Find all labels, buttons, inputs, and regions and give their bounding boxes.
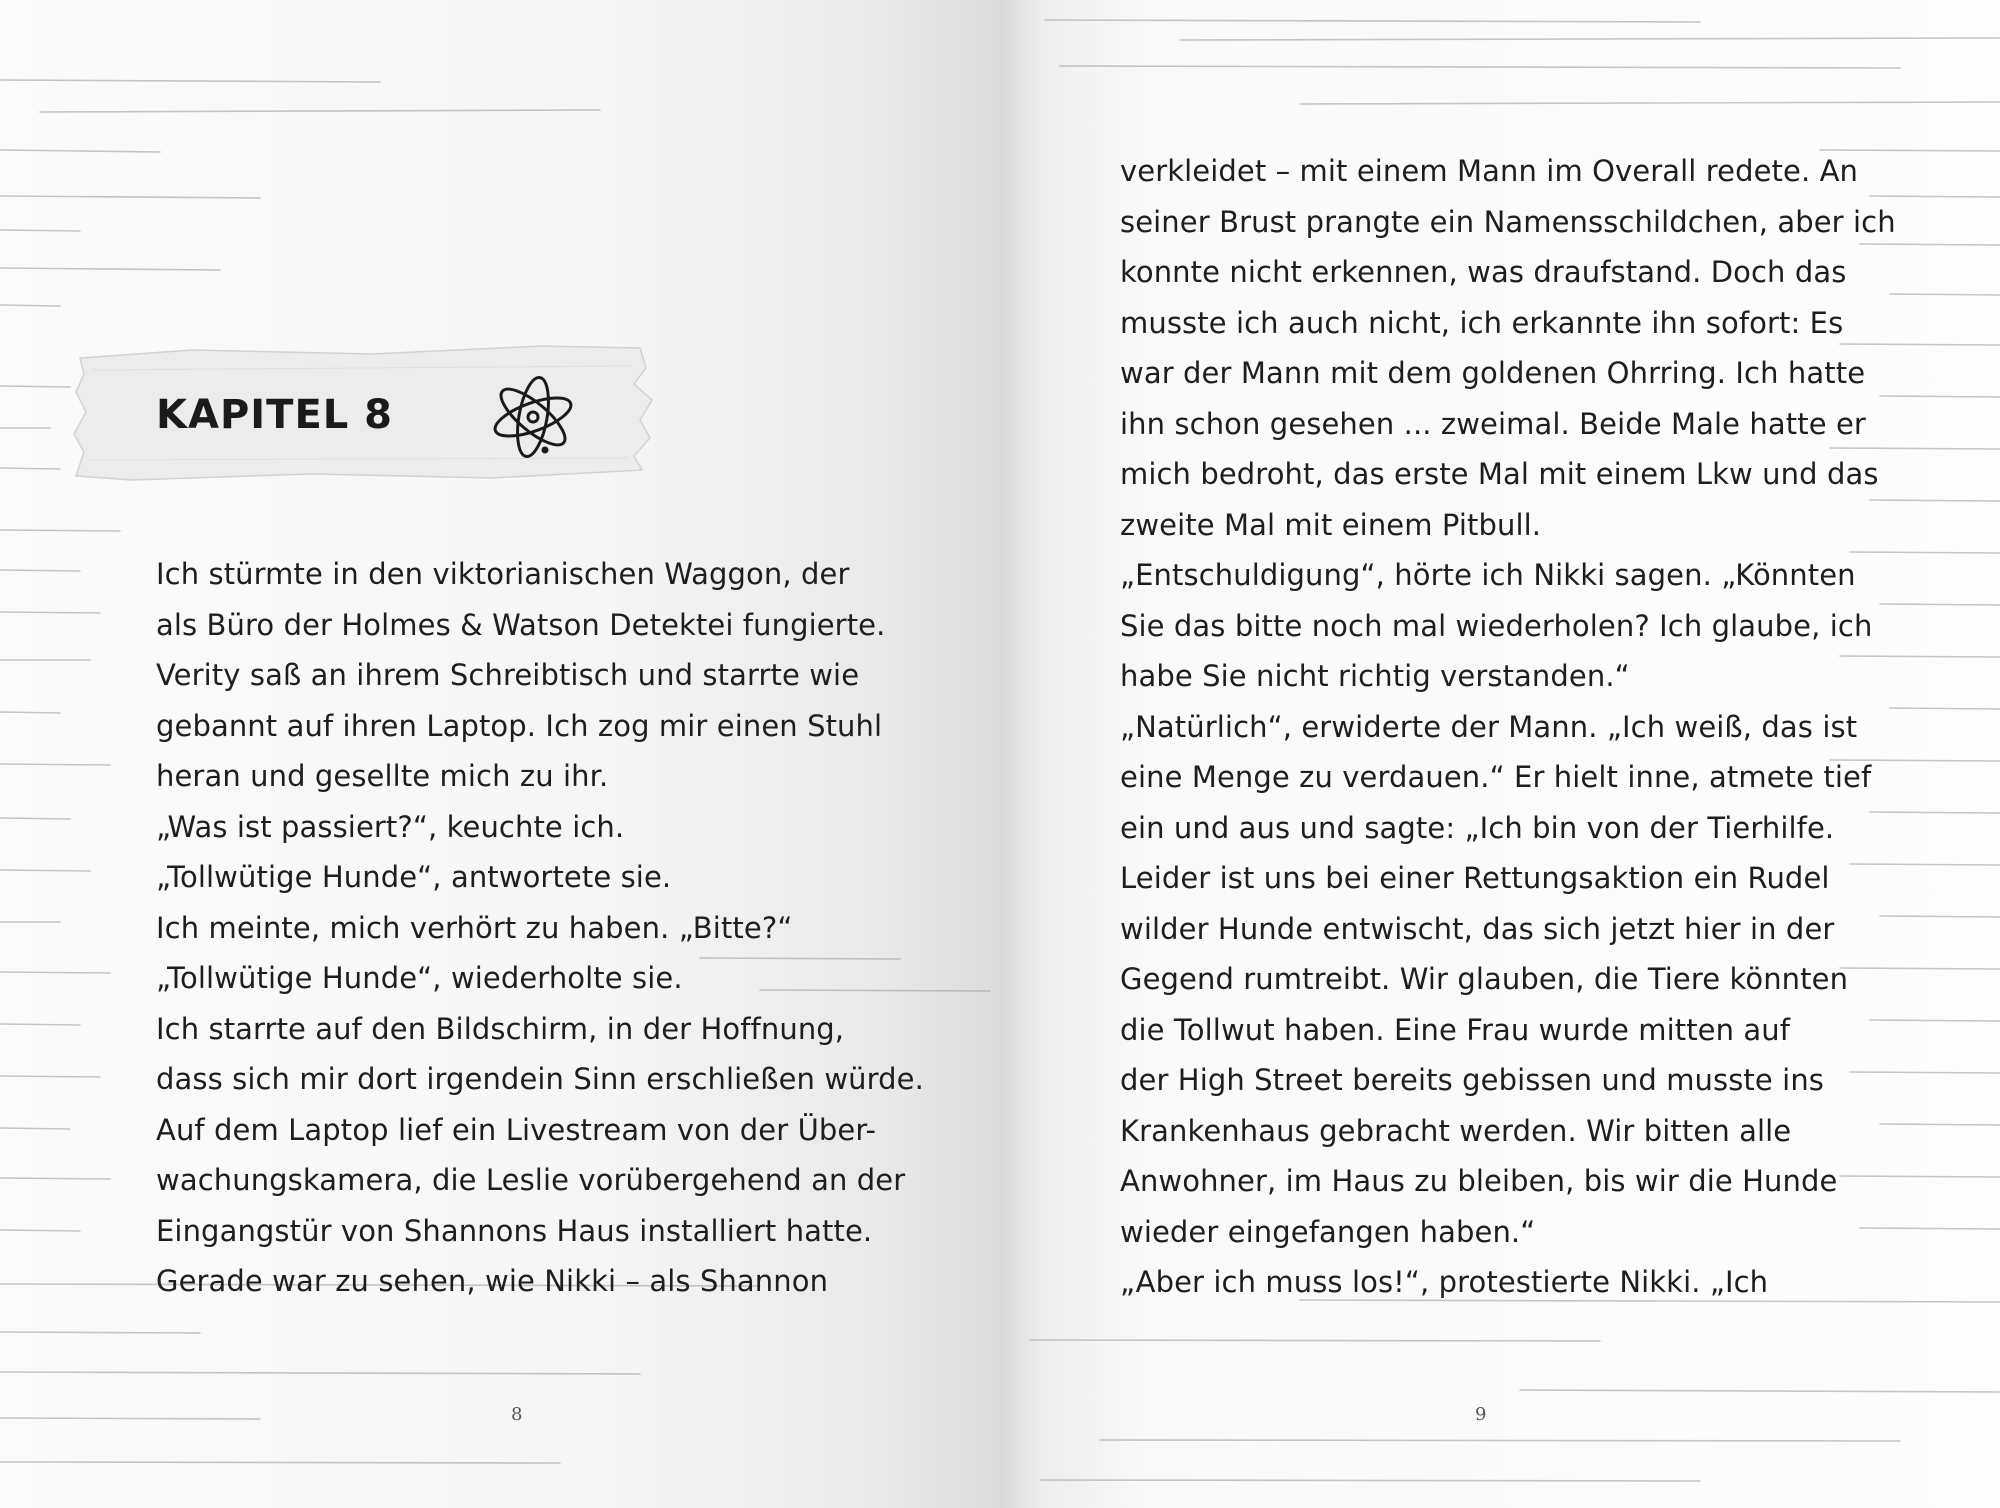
text-line: zweite Mal mit einem Pitbull. [1120,507,1542,542]
text-line: gebannt auf ihren Laptop. Ich zog mir einen Stuhl [156,708,883,743]
text-line: „Tollwütige Hunde“, wiederholte sie. [156,961,683,995]
text-line: konnte nicht erkennen, was draufstand. Doch das [1120,255,1847,289]
text-line: Ich meinte, mich verhört zu haben. „Bitte?“ [156,910,793,945]
text-line: „Aber ich muss los!“, protestierte Nikki. „Ich [1120,1265,1769,1299]
text-line: wilder Hunde entwischt, das sich jetzt hier in der [1120,911,1835,946]
text-line: mich bedroht, das erste Mal mit einem Lkw und das [1120,457,1879,491]
text-line: Sie das bitte noch mal wiederholen? Ich glaube, ich [1120,608,1873,643]
text-line: „Natürlich“, erwiderte der Mann. „Ich weiß, das ist [1120,709,1858,744]
text-line: seiner Brust prangte ein Namensschildchen, aber ich [1120,204,1896,239]
text-line: „Was ist passiert?“, keuchte ich. [156,809,625,844]
text-line: Ich stürmte in den viktorianischen Waggon, der [156,557,850,591]
text-line: der High Street bereits gebissen und musste ins [1120,1063,1825,1097]
page-number: 8 [511,1404,523,1425]
text-line: wieder eingefangen haben.“ [1120,1214,1536,1249]
text-line: Gerade war zu sehen, wie Nikki – als Shannon [156,1264,829,1298]
text-line: ein und aus und sagte: „Ich bin von der Tierhilfe. [1120,810,1835,845]
text-line: habe Sie nicht richtig verstanden.“ [1120,659,1630,693]
text-line: als Büro der Holmes & Watson Detektei fungierte. [156,607,886,642]
text-line: eine Menge zu verdauen.“ Er hielt inne, atmete tief [1120,760,1872,794]
text-line: Ich starrte auf den Bildschirm, in der Hoffnung, [156,1011,845,1046]
text-line: verkleidet – mit einem Mann im Overall redete. An [1120,154,1859,188]
text-line: war der Mann mit dem goldenen Ohrring. Ich hatte [1120,356,1866,390]
text-line: Auf dem Laptop lief ein Livestream von der Über- [156,1112,877,1147]
right-page [1000,0,2000,1508]
text-line: Krankenhaus gebracht werden. Wir bitten alle [1120,1113,1792,1148]
text-line: wachungskamera, die Leslie vorübergehend an der [156,1163,906,1197]
chapter-title: KAPITEL 8 [156,392,394,438]
page-number: 9 [1475,1404,1487,1425]
text-line: dass sich mir dort irgendein Sinn erschließen würde. [156,1062,924,1096]
text-line: „Tollwütige Hunde“, antwortete sie. [156,860,672,894]
text-line: „Entschuldigung“, hörte ich Nikki sagen. „Könnten [1120,558,1856,592]
text-line: ihn schon gesehen ... zweimal. Beide Male hatte er [1120,406,1866,441]
text-line: Eingangstür von Shannons Haus installiert hatte. [156,1213,873,1248]
text-line: Verity saß an ihrem Schreibtisch und starrte wie [156,658,860,692]
text-line: Leider ist uns bei einer Rettungsaktion ein Rudel [1120,861,1830,895]
text-line: musste ich auch nicht, ich erkannte ihn sofort: Es [1120,305,1844,340]
text-line: Anwohner, im Haus zu bleiben, bis wir die Hunde [1120,1164,1838,1198]
right-page-body [1120,146,1896,1308]
text-line: die Tollwut haben. Eine Frau wurde mitten auf [1120,1012,1791,1047]
text-line: heran und gesellte mich zu ihr. [156,759,609,793]
text-line: Gegend rumtreibt. Wir glauben, die Tiere könnten [1120,962,1849,996]
atom-icon [488,372,578,462]
left-page-body [156,549,924,1307]
